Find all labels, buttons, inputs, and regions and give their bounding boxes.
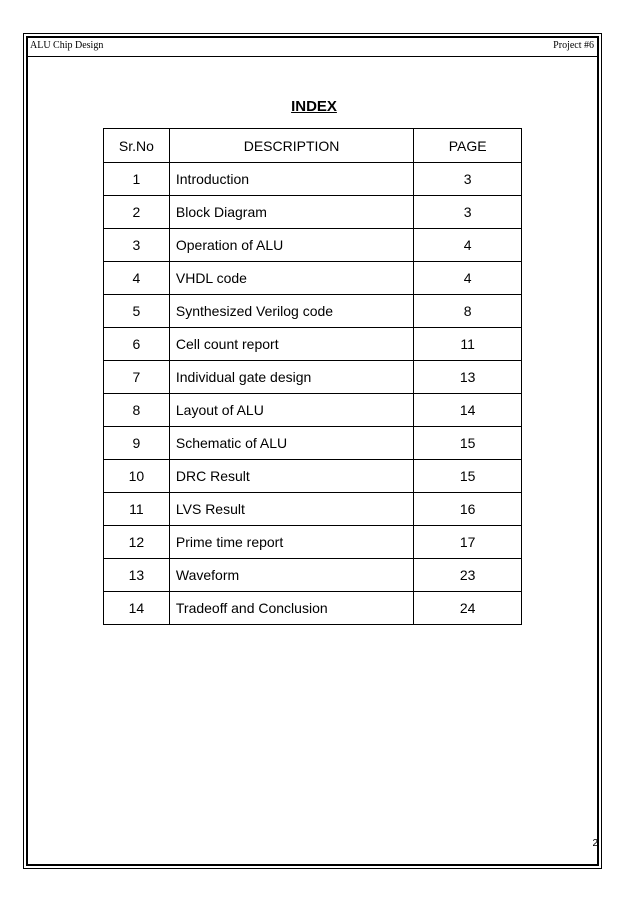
cell-description: Synthesized Verilog code bbox=[169, 295, 413, 328]
table-row bbox=[104, 460, 522, 493]
column-header-srno: Sr.No bbox=[104, 129, 170, 163]
cell-description: Block Diagram bbox=[169, 196, 413, 229]
cell-description: Introduction bbox=[169, 163, 413, 196]
cell-page: 17 bbox=[414, 526, 522, 559]
table-row bbox=[104, 262, 522, 295]
cell-srno: 6 bbox=[104, 328, 170, 361]
header-project-label: Project #6 bbox=[553, 40, 594, 51]
cell-page: 3 bbox=[414, 163, 522, 196]
cell-description: DRC Result bbox=[169, 460, 413, 493]
cell-description: Waveform bbox=[169, 559, 413, 592]
cell-description: Operation of ALU bbox=[169, 229, 413, 262]
table-row bbox=[104, 196, 522, 229]
cell-page: 4 bbox=[414, 262, 522, 295]
cell-description: Layout of ALU bbox=[169, 394, 413, 427]
index-table bbox=[103, 128, 522, 625]
cell-page: 24 bbox=[414, 592, 522, 625]
cell-page: 13 bbox=[414, 361, 522, 394]
table-row bbox=[104, 361, 522, 394]
cell-page: 11 bbox=[414, 328, 522, 361]
table-row bbox=[104, 163, 522, 196]
cell-srno: 9 bbox=[104, 427, 170, 460]
table-row bbox=[104, 592, 522, 625]
table-row bbox=[104, 229, 522, 262]
cell-page: 8 bbox=[414, 295, 522, 328]
cell-page: 16 bbox=[414, 493, 522, 526]
column-header-description: DESCRIPTION bbox=[169, 129, 413, 163]
cell-description: Cell count report bbox=[169, 328, 413, 361]
cell-srno: 13 bbox=[104, 559, 170, 592]
cell-srno: 3 bbox=[104, 229, 170, 262]
cell-page: 15 bbox=[414, 427, 522, 460]
cell-description: VHDL code bbox=[169, 262, 413, 295]
index-title: INDEX bbox=[291, 98, 337, 115]
cell-srno: 2 bbox=[104, 196, 170, 229]
cell-page: 14 bbox=[414, 394, 522, 427]
header-document-title: ALU Chip Design bbox=[30, 40, 104, 51]
table-row bbox=[104, 394, 522, 427]
cell-page: 23 bbox=[414, 559, 522, 592]
table-row bbox=[104, 328, 522, 361]
cell-srno: 14 bbox=[104, 592, 170, 625]
index-table-body bbox=[104, 163, 522, 625]
table-row bbox=[104, 295, 522, 328]
cell-page: 4 bbox=[414, 229, 522, 262]
cell-description: Individual gate design bbox=[169, 361, 413, 394]
cell-srno: 1 bbox=[104, 163, 170, 196]
column-header-page: PAGE bbox=[414, 129, 522, 163]
cell-description: Prime time report bbox=[169, 526, 413, 559]
cell-description: LVS Result bbox=[169, 493, 413, 526]
cell-page: 15 bbox=[414, 460, 522, 493]
cell-srno: 8 bbox=[104, 394, 170, 427]
cell-srno: 7 bbox=[104, 361, 170, 394]
cell-description: Tradeoff and Conclusion bbox=[169, 592, 413, 625]
cell-srno: 12 bbox=[104, 526, 170, 559]
cell-srno: 11 bbox=[104, 493, 170, 526]
table-row bbox=[104, 427, 522, 460]
page-number: 2 bbox=[592, 838, 598, 849]
table-row bbox=[104, 559, 522, 592]
table-row bbox=[104, 526, 522, 559]
index-table-header-row bbox=[104, 129, 522, 163]
cell-description: Schematic of ALU bbox=[169, 427, 413, 460]
cell-srno: 5 bbox=[104, 295, 170, 328]
header-rule bbox=[26, 56, 599, 57]
table-row bbox=[104, 493, 522, 526]
cell-page: 3 bbox=[414, 196, 522, 229]
cell-srno: 10 bbox=[104, 460, 170, 493]
cell-srno: 4 bbox=[104, 262, 170, 295]
